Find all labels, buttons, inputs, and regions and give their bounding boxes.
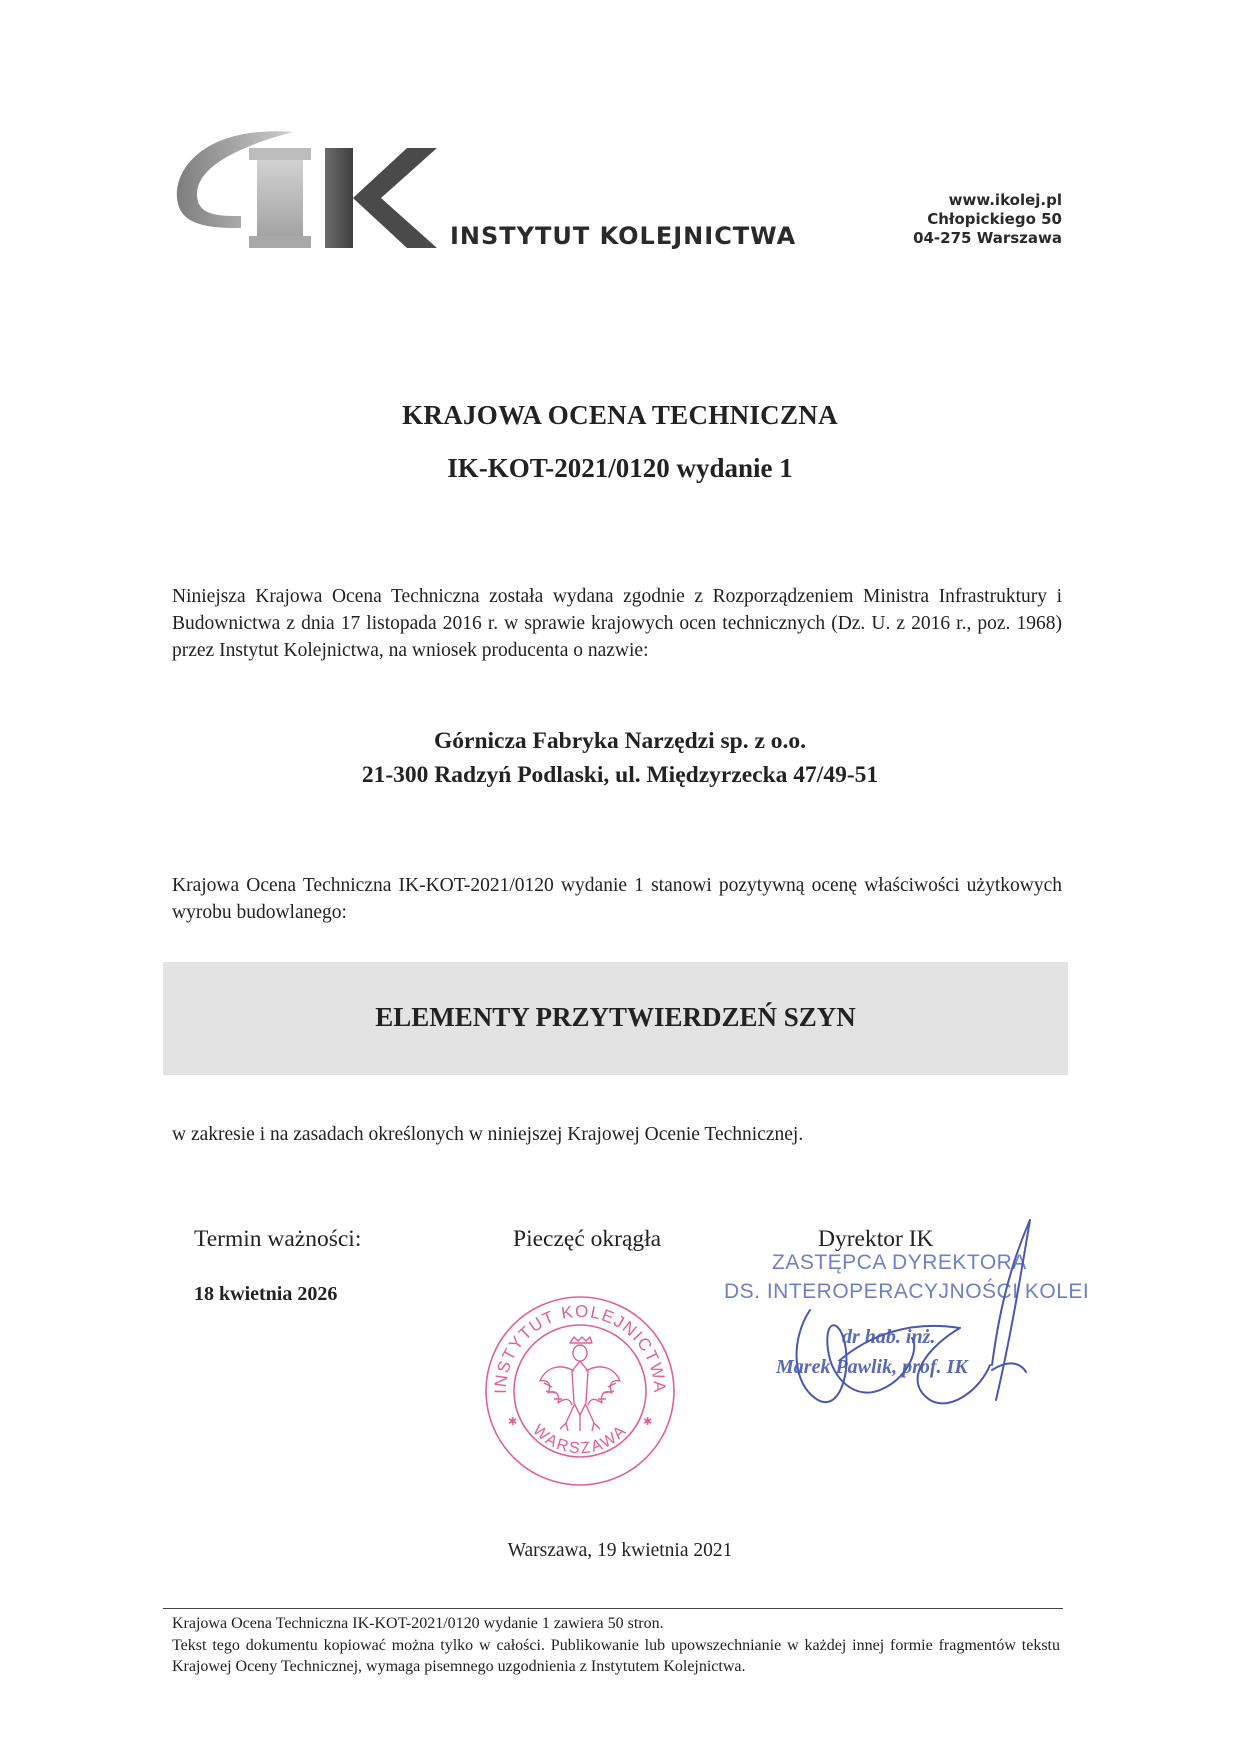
producer-name: Górnicza Fabryka Narzędzi sp. z o.o. — [433, 728, 807, 754]
scope-text: w zakresie i na zasadach określonych w niniejszej Krajowej Ocenie Technicznej. — [172, 1124, 804, 1145]
deputy-stamp-line-1: ZASTĘPCA DYREKTORA — [772, 1251, 1027, 1274]
document-number: IK-KOT-2021/0120 wydanie 1 — [447, 453, 793, 483]
validity-label: Termin ważności: — [194, 1226, 362, 1252]
address-city: 04-275 Warszawa — [913, 229, 1062, 247]
logo-letter-i — [257, 148, 303, 248]
footer-copy-restriction-note: Tekst tego dokumentu kopiować można tylko w całości. Publikowanie lub upowszechnianie w każdej innej formie fragmentów tekstu Krajowej Oceny Technicznej, wymaga pisemnego uzgodnienia z Instytutem Kolejnictwa. — [172, 1637, 1060, 1675]
seal-label: Pieczęć okrągła — [513, 1226, 662, 1252]
official-seal — [482, 1293, 678, 1489]
validity-date: 18 kwietnia 2026 — [194, 1283, 338, 1305]
svg-text:✱: ✱ — [643, 1416, 653, 1428]
website-link[interactable]: www.ikolej.pl — [948, 191, 1062, 209]
product-name: ELEMENTY PRZYTWIERDZEŃ SZYN — [375, 1002, 856, 1032]
svg-text:INSTYTUT KOLEJNICTWA — [491, 1302, 669, 1394]
institute-name: INSTYTUT KOLEJNICTWA — [450, 222, 797, 250]
logo-letter-k — [325, 148, 437, 248]
signer-name: Marek Pawlik, prof. IK — [776, 1356, 968, 1378]
deputy-stamp-line-2: DS. INTEROPERACYJNOŚCI KOLEI — [724, 1280, 1090, 1303]
svg-text:✱: ✱ — [508, 1416, 518, 1428]
handwritten-signature — [780, 1200, 1070, 1430]
intro-paragraph: Niniejsza Krajowa Ocena Techniczna została wydana zgodnie z Rozporządzeniem Ministra Infrastruktury i Budownictwa z dnia 17 listopada 2016 r. w sprawie krajowych ocen technicznych (Dz. U. z 2016 r., poz. 1968) przez Instytut Kolejnictwa, na wniosek producenta o nazwie: — [172, 586, 1062, 661]
footer-page-count-note: Krajowa Ocena Techniczna IK-KOT-2021/0120 wydanie 1 zawiera 50 stron. — [172, 1615, 664, 1632]
address-street: Chłopickiego 50 — [927, 210, 1062, 228]
place-and-date: Warszawa, 19 kwietnia 2021 — [507, 1540, 733, 1561]
producer-address: 21-300 Radzyń Podlaski, ul. Międzyrzecka 47/49-51 — [361, 762, 879, 788]
document-title: KRAJOWA OCENA TECHNICZNA — [402, 400, 838, 430]
signer-title: dr hab. inż. — [842, 1326, 936, 1348]
product-banner — [163, 962, 1068, 1075]
institute-logo — [175, 128, 445, 253]
contact-info — [913, 191, 1062, 248]
seal-top-text: INSTYTUT KOLEJNICTWA — [490, 1301, 670, 1395]
eagle-emblem-icon — [540, 1337, 620, 1431]
director-label: Dyrektor IK — [818, 1226, 934, 1252]
seal-bottom-text: WARSZAWA — [529, 1421, 631, 1458]
assessment-paragraph: Krajowa Ocena Techniczna IK-KOT-2021/0120 wydanie 1 stanowi pozytywną ocenę właściwości użytkowych wyrobu budowlanego: — [172, 875, 1062, 923]
footer-divider — [163, 1608, 1063, 1609]
